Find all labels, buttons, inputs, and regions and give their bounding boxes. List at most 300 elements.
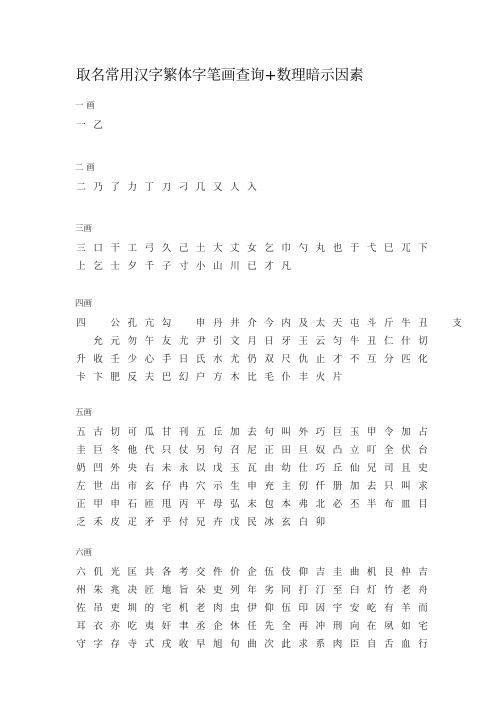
character-row — [75, 499, 428, 517]
character-cell: 子 — [161, 261, 172, 272]
character-cell: 吏 — [213, 585, 223, 596]
character-cell: 毛 — [264, 372, 274, 383]
character-cell: 久 — [161, 243, 172, 254]
character-cell: 先 — [264, 621, 274, 632]
character-cell: 分 — [384, 354, 394, 365]
character-cell: 市 — [127, 481, 138, 492]
character-cell: 五 — [76, 427, 86, 438]
character-cell: 午 — [144, 336, 155, 347]
character-cell: 丁 — [144, 182, 155, 193]
character-cell: 存 — [110, 639, 120, 650]
character-cell: 匝 — [144, 499, 155, 510]
character-cell: 玄 — [281, 517, 291, 528]
character-cell: 日 — [264, 336, 274, 347]
character-cell: 向 — [349, 621, 360, 632]
character-cell: 求 — [298, 639, 309, 650]
character-cell: 切 — [110, 427, 120, 438]
character-row — [75, 603, 428, 621]
character-cell: 付 — [178, 517, 189, 528]
character-cell: 止 — [315, 354, 326, 365]
character-cell: 臼 — [349, 585, 360, 596]
character-cell: 叫 — [401, 481, 411, 492]
character-cell: 牙 — [281, 336, 291, 347]
character-cell: 只 — [384, 481, 394, 492]
character-cell: 圳 — [127, 603, 138, 614]
character-cell: 寸 — [178, 261, 189, 272]
character-cell: 光 — [110, 567, 120, 578]
character-row — [75, 445, 428, 463]
character-cell: 令 — [384, 427, 394, 438]
character-cell: 斤 — [384, 318, 394, 329]
character-cell: 天 — [332, 318, 343, 329]
character-cell: 虫 — [230, 603, 240, 614]
character-cell: 充 — [264, 481, 274, 492]
character-cell: 全 — [384, 445, 394, 456]
character-cell: 兆 — [110, 585, 120, 596]
character-cell: 在 — [366, 621, 377, 632]
character-cell: 日 — [178, 354, 189, 365]
character-cell: 几 — [195, 182, 206, 193]
character-cell: 去 — [366, 481, 377, 492]
character-cell: 吉 — [418, 567, 428, 578]
character-cell: 去 — [247, 427, 257, 438]
character-cell: 母 — [213, 499, 223, 510]
character-cell: 弓 — [144, 243, 155, 254]
character-cell: 休 — [230, 621, 240, 632]
character-cell: 牛 — [349, 336, 360, 347]
character-cell: 央 — [127, 463, 138, 474]
character-cell: 半 — [366, 499, 377, 510]
character-row — [75, 639, 428, 657]
character-cell: 尺 — [281, 354, 291, 365]
character-cell: 朵 — [195, 585, 206, 596]
character-cell: 宅 — [161, 603, 172, 614]
character-cell: 只 — [161, 445, 172, 456]
character-cell: 川 — [230, 261, 240, 272]
character-cell: 而 — [418, 603, 428, 614]
character-cell: 木 — [230, 372, 240, 383]
character-cell: 疋 — [127, 517, 138, 528]
section-heading: 一 画 — [75, 101, 95, 111]
character-cell: 元 — [110, 336, 120, 347]
character-cell: 一 — [76, 120, 86, 131]
character-cell: 舌 — [384, 639, 394, 650]
character-cell: 申 — [195, 318, 206, 329]
character-cell: 也 — [332, 243, 343, 254]
character-cell: 申 — [247, 481, 257, 492]
character-cell: 丈 — [230, 243, 240, 254]
character-cell: 皿 — [401, 499, 411, 510]
character-cell: 丰 — [298, 372, 309, 383]
stroke-section — [75, 408, 428, 535]
character-cell: 仗 — [178, 445, 189, 456]
character-cell: 互 — [366, 354, 377, 365]
character-cell: 夷 — [144, 621, 155, 632]
character-cell: 机 — [366, 567, 377, 578]
character-cell: 加 — [230, 427, 240, 438]
page-title: 取名常用汉字繁体字笔画查询+数理暗示因素 — [76, 68, 364, 84]
character-cell: 戊 — [213, 463, 223, 474]
character-cell: 叮 — [366, 445, 377, 456]
character-cell: 曲 — [349, 567, 360, 578]
character-cell: 弘 — [230, 499, 240, 510]
character-cell: 以 — [195, 463, 206, 474]
character-cell: 右 — [144, 463, 155, 474]
character-cell: 伊 — [247, 603, 257, 614]
character-cell: 肉 — [213, 603, 223, 614]
character-cell: 曲 — [247, 639, 257, 650]
character-cell: 穴 — [195, 481, 206, 492]
character-cell: 壬 — [110, 354, 120, 365]
character-cell: 己 — [178, 243, 189, 254]
character-cell: 企 — [213, 621, 223, 632]
stroke-section — [75, 163, 257, 200]
character-cell: 千 — [144, 261, 155, 272]
character-cell: 引 — [213, 336, 223, 347]
character-cell: 同 — [281, 585, 291, 596]
character-cell: 刊 — [178, 427, 189, 438]
character-cell: 各 — [161, 567, 172, 578]
section-heading: 二 画 — [75, 163, 95, 173]
character-cell: 卯 — [315, 517, 326, 528]
character-cell: 上 — [76, 261, 86, 272]
character-cell: 友 — [161, 336, 172, 347]
character-cell: 旬 — [230, 639, 240, 650]
character-cell: 吏 — [110, 603, 120, 614]
character-cell: 入 — [247, 182, 257, 193]
character-cell: 乃 — [93, 182, 103, 193]
character-cell: 才 — [332, 354, 343, 365]
character-cell: 丑 — [366, 336, 377, 347]
character-cell: 王 — [298, 336, 309, 347]
character-cell: 平 — [195, 499, 206, 510]
character-row — [75, 182, 257, 200]
character-cell: 夕 — [127, 261, 138, 272]
character-cell: 卉 — [213, 517, 223, 528]
character-cell: 允 — [93, 336, 103, 347]
character-cell: 未 — [161, 463, 172, 474]
character-cell: 宅 — [418, 621, 428, 632]
character-cell: 至 — [332, 585, 343, 596]
character-cell: 甲 — [366, 427, 377, 438]
character-row — [75, 621, 428, 639]
character-cell: 加 — [349, 481, 360, 492]
character-cell: 玉 — [230, 463, 240, 474]
character-cell: 臣 — [349, 639, 360, 650]
character-cell: 可 — [127, 427, 138, 438]
character-cell: 仉 — [93, 567, 103, 578]
character-row — [75, 427, 428, 445]
character-cell: 正 — [76, 499, 86, 510]
character-cell: 羊 — [401, 603, 411, 614]
character-cell: 必 — [332, 499, 343, 510]
character-cell: 方 — [213, 372, 223, 383]
character-cell: 乏 — [76, 517, 86, 528]
character-cell: 勾 — [161, 318, 172, 329]
character-cell: 戌 — [161, 639, 172, 650]
character-cell: 且 — [401, 463, 411, 474]
character-cell: 幻 — [178, 372, 189, 383]
character-cell: 巧 — [315, 463, 326, 474]
character-cell: 地 — [161, 585, 172, 596]
character-cell: 五 — [195, 427, 206, 438]
character-cell: 收 — [93, 354, 103, 365]
character-cell: 巨 — [332, 427, 343, 438]
character-cell: 心 — [144, 354, 155, 365]
character-cell: 匹 — [401, 354, 411, 365]
character-cell: 甩 — [161, 499, 172, 510]
character-cell: 冉 — [178, 481, 189, 492]
character-cell: 舟 — [418, 585, 428, 596]
character-cell: 乙 — [93, 120, 103, 131]
character-cell: 守 — [76, 639, 86, 650]
character-cell: 比 — [247, 372, 257, 383]
character-cell: 匡 — [127, 567, 138, 578]
character-cell: 仕 — [298, 463, 309, 474]
character-cell: 占 — [418, 427, 428, 438]
character-cell: 孔 — [127, 318, 138, 329]
character-cell: 兄 — [195, 517, 206, 528]
character-row — [75, 567, 428, 585]
character-cell: 吉 — [315, 567, 326, 578]
character-cell: 自 — [366, 639, 377, 650]
character-row — [75, 243, 428, 261]
character-cell: 仇 — [298, 354, 309, 365]
character-cell: 大 — [213, 243, 223, 254]
stroke-section — [75, 299, 462, 390]
character-row — [75, 336, 428, 354]
character-cell: 兀 — [401, 243, 411, 254]
section-heading: 三画 — [75, 224, 93, 234]
character-cell: 尤 — [178, 336, 189, 347]
character-cell: 伍 — [281, 603, 291, 614]
section-heading: 四画 — [75, 299, 93, 309]
character-cell: 布 — [384, 499, 394, 510]
character-cell: 汀 — [315, 585, 326, 596]
character-cell: 丞 — [195, 621, 206, 632]
character-cell: 氏 — [195, 354, 206, 365]
character-cell: 叫 — [281, 427, 291, 438]
character-cell: 仔 — [161, 481, 172, 492]
character-cell: 另 — [195, 445, 206, 456]
character-cell: 丕 — [349, 499, 360, 510]
character-cell: 月 — [247, 336, 257, 347]
character-cell: 手 — [161, 354, 172, 365]
character-cell: 老 — [401, 585, 411, 596]
character-cell: 旦 — [298, 445, 309, 456]
section-heading: 五画 — [75, 408, 93, 418]
character-cell: 句 — [264, 427, 274, 438]
character-cell: 公 — [110, 318, 120, 329]
stroke-section — [75, 224, 428, 279]
character-cell: 包 — [264, 499, 274, 510]
character-cell: 宇 — [332, 603, 343, 614]
character-cell: 夙 — [384, 621, 394, 632]
character-cell: 甲 — [93, 499, 103, 510]
character-cell: 肉 — [332, 639, 343, 650]
character-cell: 巾 — [281, 243, 291, 254]
character-cell: 行 — [418, 639, 428, 650]
character-cell: 末 — [247, 499, 257, 510]
character-cell: 凸 — [332, 445, 343, 456]
character-cell: 才 — [264, 261, 274, 272]
character-row — [75, 481, 428, 499]
character-cell: 丸 — [315, 243, 326, 254]
character-cell: 伏 — [401, 445, 411, 456]
character-cell: 刀 — [161, 182, 172, 193]
character-cell: 乞 — [93, 261, 103, 272]
character-cell: 古 — [93, 427, 103, 438]
character-cell: 再 — [298, 621, 309, 632]
character-cell: 奴 — [315, 445, 326, 456]
character-cell: 伎 — [281, 567, 291, 578]
character-cell: 奶 — [76, 463, 86, 474]
character-cell: 决 — [127, 585, 138, 596]
character-cell: 吊 — [93, 603, 103, 614]
character-cell: 式 — [144, 639, 155, 650]
character-cell: 求 — [418, 481, 428, 492]
character-cell: 加 — [401, 427, 411, 438]
character-cell: 什 — [401, 336, 411, 347]
character-cell: 肥 — [110, 372, 120, 383]
character-cell: 人 — [230, 182, 240, 193]
character-row — [75, 585, 428, 603]
character-cell: 由 — [264, 463, 274, 474]
character-cell: 史 — [418, 463, 428, 474]
character-cell: 士 — [110, 261, 120, 272]
character-cell: 山 — [213, 261, 223, 272]
character-cell: 巳 — [384, 243, 394, 254]
character-cell: 已 — [247, 261, 257, 272]
character-cell: 有 — [384, 603, 394, 614]
character-cell: 聿 — [178, 621, 189, 632]
character-cell: 云 — [315, 336, 326, 347]
character-cell: 勺 — [298, 243, 309, 254]
character-cell: 水 — [213, 354, 223, 365]
character-cell: 仲 — [401, 567, 411, 578]
character-cell: 北 — [315, 499, 326, 510]
character-cell: 于 — [349, 243, 360, 254]
character-cell: 禾 — [93, 517, 103, 528]
character-cell: 圭 — [332, 567, 343, 578]
character-cell: 乎 — [161, 517, 172, 528]
character-cell: 丙 — [178, 499, 189, 510]
character-cell: 全 — [281, 621, 291, 632]
character-cell: 今 — [264, 318, 274, 329]
character-cell: 正 — [264, 445, 274, 456]
character-cell: 仆 — [281, 372, 291, 383]
character-cell: 丑 — [418, 318, 428, 329]
character-cell: 艮 — [384, 567, 394, 578]
character-cell: 幼 — [281, 463, 291, 474]
character-cell: 旨 — [178, 585, 189, 596]
character-cell: 匀 — [332, 336, 343, 347]
character-cell: 瓦 — [247, 463, 257, 474]
character-cell: 早 — [195, 639, 206, 650]
character-cell: 仍 — [247, 354, 257, 365]
character-cell: 立 — [349, 445, 360, 456]
character-cell: 小 — [195, 261, 206, 272]
character-cell: 民 — [247, 517, 257, 528]
character-cell: 工 — [127, 243, 138, 254]
character-cell: 亦 — [110, 621, 120, 632]
character-cell: 奸 — [161, 621, 172, 632]
stroke-section — [75, 101, 103, 138]
character-cell: 六 — [76, 567, 86, 578]
character-cell: 示 — [213, 481, 223, 492]
character-cell: 丘 — [213, 427, 223, 438]
character-cell: 双 — [264, 354, 274, 365]
character-cell: 弋 — [366, 243, 377, 254]
character-cell: 下 — [418, 243, 428, 254]
character-row — [75, 463, 428, 481]
character-cell: 夫 — [144, 372, 155, 383]
character-row — [75, 261, 291, 279]
character-cell: 玄 — [144, 481, 155, 492]
character-cell: 瓜 — [144, 427, 155, 438]
character-cell: 句 — [213, 445, 223, 456]
character-cell: 件 — [213, 567, 223, 578]
character-cell: 及 — [298, 318, 309, 329]
character-cell: 价 — [230, 567, 240, 578]
character-cell: 列 — [230, 585, 240, 596]
character-cell: 丹 — [213, 318, 223, 329]
character-cell: 玉 — [349, 427, 360, 438]
character-cell: 卡 — [76, 372, 86, 383]
character-cell: 屯 — [349, 318, 360, 329]
character-cell: 安 — [349, 603, 360, 614]
character-cell: 州 — [76, 585, 86, 596]
character-cell: 力 — [127, 182, 138, 193]
character-cell: 了 — [110, 182, 120, 193]
character-cell: 巧 — [315, 427, 326, 438]
character-cell: 仙 — [349, 463, 360, 474]
character-cell: 四 — [76, 318, 86, 329]
character-cell: 吃 — [127, 621, 138, 632]
character-cell: 系 — [315, 639, 326, 650]
character-cell: 机 — [178, 603, 189, 614]
character-cell: 内 — [281, 318, 291, 329]
character-cell: 佐 — [76, 603, 86, 614]
character-cell: 田 — [281, 445, 291, 456]
character-cell: 灯 — [366, 585, 377, 596]
character-cell: 交 — [195, 567, 206, 578]
character-cell: 血 — [401, 639, 411, 650]
character-cell: 仁 — [384, 336, 394, 347]
character-cell: 召 — [230, 445, 240, 456]
character-cell: 字 — [93, 639, 103, 650]
character-cell: 收 — [178, 639, 189, 650]
character-row — [75, 120, 103, 138]
character-cell: 主 — [281, 481, 291, 492]
character-cell: 目 — [418, 499, 428, 510]
character-cell: 企 — [247, 567, 257, 578]
character-row — [75, 354, 428, 372]
character-cell: 户 — [195, 372, 206, 383]
character-cell: 又 — [213, 182, 223, 193]
character-cell: 圭 — [76, 445, 86, 456]
section-heading: 六画 — [75, 548, 93, 558]
character-cell: 弗 — [298, 499, 309, 510]
character-cell: 女 — [247, 243, 257, 254]
character-cell: 外 — [110, 463, 120, 474]
character-cell: 斗 — [366, 318, 377, 329]
character-cell: 尼 — [247, 445, 257, 456]
character-cell: 巨 — [93, 445, 103, 456]
character-cell: 冲 — [315, 621, 326, 632]
character-cell: 井 — [230, 318, 240, 329]
character-row — [75, 318, 462, 336]
